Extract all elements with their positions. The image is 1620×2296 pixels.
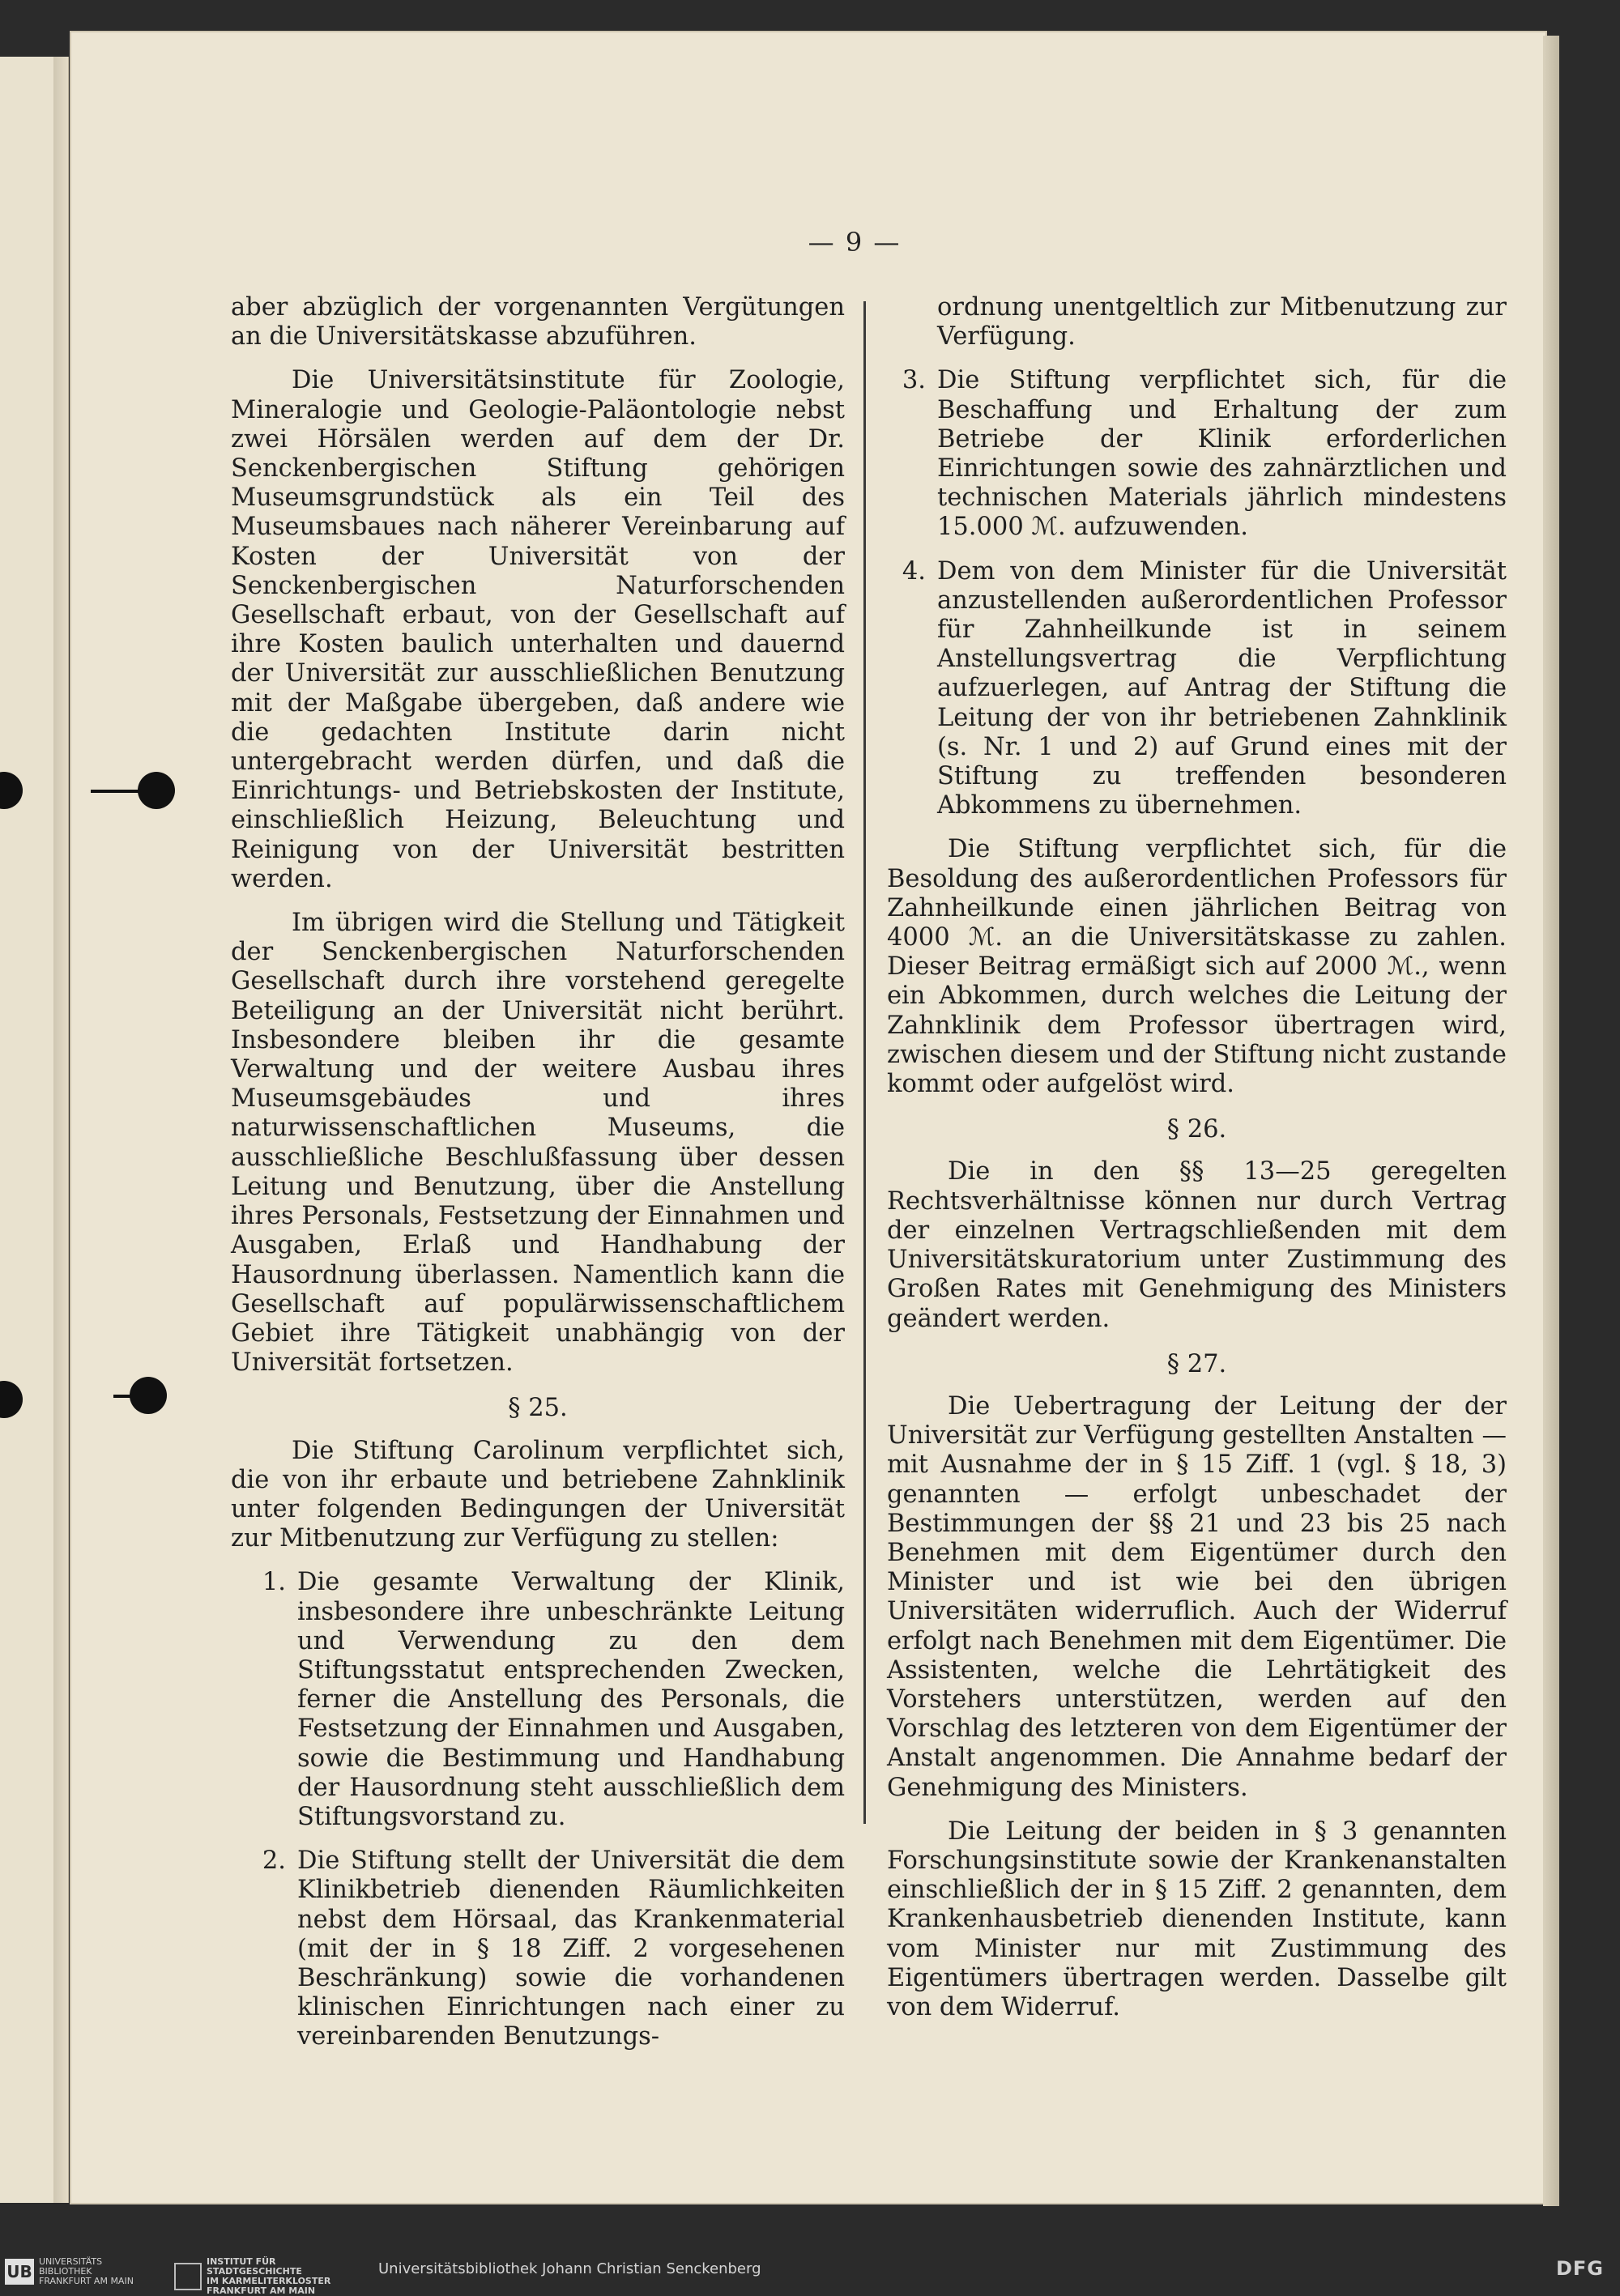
library-name: Universitätsbibliothek Johann Christian Senckenberg xyxy=(378,2260,761,2277)
list-item xyxy=(231,1847,845,2051)
column-divider xyxy=(863,301,866,1824)
punch-hole-upper xyxy=(138,772,175,809)
list-item xyxy=(231,1568,845,1832)
paragraph: Die Stiftung Carolinum verpflichtet sich, die von ihr erbaute und betriebene Zahnklinik unter folgenden Bedingungen der Universität zur Mitbenutzung zur Verfügung zu stellen: xyxy=(231,1436,845,1553)
right-column xyxy=(887,293,1507,2022)
punch-hole-mark xyxy=(113,1395,134,1398)
list-text: Die Stiftung stellt der Universität die dem Klinikbetrieb dienenden Räumlichkeiten nebst dem Hörsaal, das Krankenmaterial (mit der in § 18 Ziff. 2 vorgesehenen Beschränkung) sowie die vorhandenen klinischen Einrichtungen nach einer zu vereinbarenden Benutzungs- xyxy=(297,1847,845,2051)
list-text: Die Stiftung verpflichtet sich, für die Beschaffung und Erhaltung der zum Betriebe der Klinik erforderlichen Einrichtungen sowie des zahnärztlichen und technischen Materials jährlich mindestens 15.000 ℳ. aufzuwenden. xyxy=(937,366,1507,542)
list-text: ordnung unentgeltlich zur Mitbenutzung zur Verfügung. xyxy=(937,293,1507,351)
list-text: Die gesamte Verwaltung der Klinik, insbesondere ihre unbeschränkte Leitung und Verwendung zu den dem Stiftungsstatut entsprechenden Zwecken, ferner die Anstellung des Personals, die Festsetzung der Einnahmen und Ausgaben, sowie die Bestimmung und Handhabung der Hausordnung steht ausschließlich dem Stiftungsvorstand zu. xyxy=(297,1568,845,1831)
paragraph: Die Stiftung verpflichtet sich, für die Besoldung des außerordentlichen Professors für Zahnheilkunde einen jährlichen Beitrag von 4000 ℳ. an die Universitätskasse zu zahlen. Dieser Beitrag ermäßigt sich auf 2000 ℳ., wenn ein Abkommen, durch welches die Leitung der Zahnklinik dem Professor übertragen wird, zwischen diesem und der Stiftung nicht zustande kommt oder aufgelöst wird. xyxy=(887,835,1507,1099)
section-heading: § 25. xyxy=(508,1394,568,1423)
paragraph: Im übrigen wird die Stellung und Tätigkeit der Senckenbergischen Naturforschenden Gesellschaft durch ihre vorstehend geregelte Beteiligung an der Universität nicht berührt. Insbesondere bleiben ihr die gesamte Verwaltung und der weitere Ausbau ihres Museumsgebäudes und ihres naturwissenschaftlichen Museums, die ausschließliche Beschlußfassung über dessen Leitung und Benutzung, über die Anstellung ihres Personals, Festsetzung der Einnahmen und Ausgaben, Erlaß und Handhabung der Hausordnung überlassen. Namentlich kann die Gesellschaft auf populärwissenschaftlichem Gebiet ihre Tätigkeit unabhängig von der Universität fortsetzen. xyxy=(231,909,845,1378)
institute-logo-icon xyxy=(174,2263,202,2290)
dfg-logo[interactable]: DFG xyxy=(1555,2257,1604,2280)
ub-logo[interactable]: UB UNIVERSITÄTS BIBLIOTHEK FRANKFURT AM MAIN xyxy=(5,2257,134,2286)
paragraph: Die in den §§ 13—25 geregelten Rechtsverhältnisse können nur durch Vertrag der einzelnen Vertragschließenden mit dem Universitätskuratorium unter Zustimmung des Großen Rates mit Genehmigung des Ministers geändert werden. xyxy=(887,1157,1507,1333)
institute-logo[interactable]: INSTITUT FÜR STADTGESCHICHTE IM KARMELITERKLOSTER FRANKFURT AM MAIN xyxy=(174,2257,330,2296)
paragraph: Die Universitätsinstitute für Zoologie, Mineralogie und Geologie-Paläontologie nebst zwei Hörsälen werden auf dem der Dr. Senckenbergischen Stiftung gehörigen Museumsgrundstück als ein Teil des Museumsbaues nach näherer Vereinbarung auf Kosten der Universität von der Senckenbergischen Naturforschenden Gesellschaft erbaut, von der Gesellschaft auf ihre Kosten baulich unterhalten und dauernd der Universität zur ausschließlichen Benutzung mit der Maßgabe übergeben, daß andere wie die gedachten Institute darin nicht untergebracht werden dürfen, und daß die Einrichtungs- und Betriebskosten der Institute, einschließlich Heizung, Beleuchtung und Reinigung von der Universität bestritten werden. xyxy=(231,366,845,893)
list-number: 1. xyxy=(262,1568,286,1597)
paragraph: Die Uebertragung der Leitung der der Universität zur Verfügung gestellten Anstalten — mit Ausnahme der in § 15 Ziff. 1 (vgl. § 18, 3) genannten — erfolgt unbeschadet der Bestimmungen der §§ 21 und 23 bis 25 nach Benehmen mit dem Eigentümer durch den Minister und ist wie bei den übrigen Universitäten widerruflich. Auch der Widerruf erfolgt nach Benehmen mit dem Eigentümer. Die Assistenten, welche die Lehrtätigkeit des Vorstehers unterstützen, werden auf den Vorschlag des letzteren von dem Eigentümer der Anstalt angenommen. Die Annahme bedarf der Genehmigung des Ministers. xyxy=(887,1391,1507,1802)
left-column xyxy=(231,293,845,2052)
paragraph: Die Leitung der beiden in § 3 genannten Forschungsinstitute sowie der Krankenanstalten einschließlich der in § 15 Ziff. 2 genannten, dem Krankenhausbetrieb dienenden Institute, kann vom Minister nur mit Zustimmung des Eigentümers übertragen werden. Dasselbe gilt von dem Widerruf. xyxy=(887,1817,1507,2021)
section-heading: § 27. xyxy=(1166,1349,1227,1378)
list-text: Dem von dem Minister für die Universität anzustellenden außerordentlichen Professor für Zahnheilkunde ist in seinem Anstellungsvertrag die Verpflichtung aufzuerlegen, auf Antrag der Stiftung die Leitung der von ihr betriebenen Zahnklinik (s. Nr. 1 und 2) auf Grund eines mit der Stiftung zu treffenden besonderen Abkommens zu übernehmen. xyxy=(937,556,1507,820)
list-number: 4. xyxy=(902,556,926,586)
list-item-continued xyxy=(887,293,1507,351)
ub-logo-mark: UB xyxy=(5,2259,34,2285)
page-number: — 9 — xyxy=(808,227,902,258)
list-number: 2. xyxy=(262,1847,286,1876)
list-item xyxy=(887,557,1507,821)
viewer-footer xyxy=(0,2247,1620,2296)
paragraph: aber abzüglich der vorgenannten Vergütungen an die Universitätskasse abzuführen. xyxy=(231,293,845,351)
list-item xyxy=(887,366,1507,542)
punch-hole-mark xyxy=(91,790,141,793)
page-stack-edge xyxy=(1543,36,1559,2206)
punch-hole-lower xyxy=(130,1377,167,1414)
list-number: 3. xyxy=(902,366,926,395)
previous-page-shadow xyxy=(53,57,68,2203)
section-heading: § 26. xyxy=(1166,1115,1227,1144)
